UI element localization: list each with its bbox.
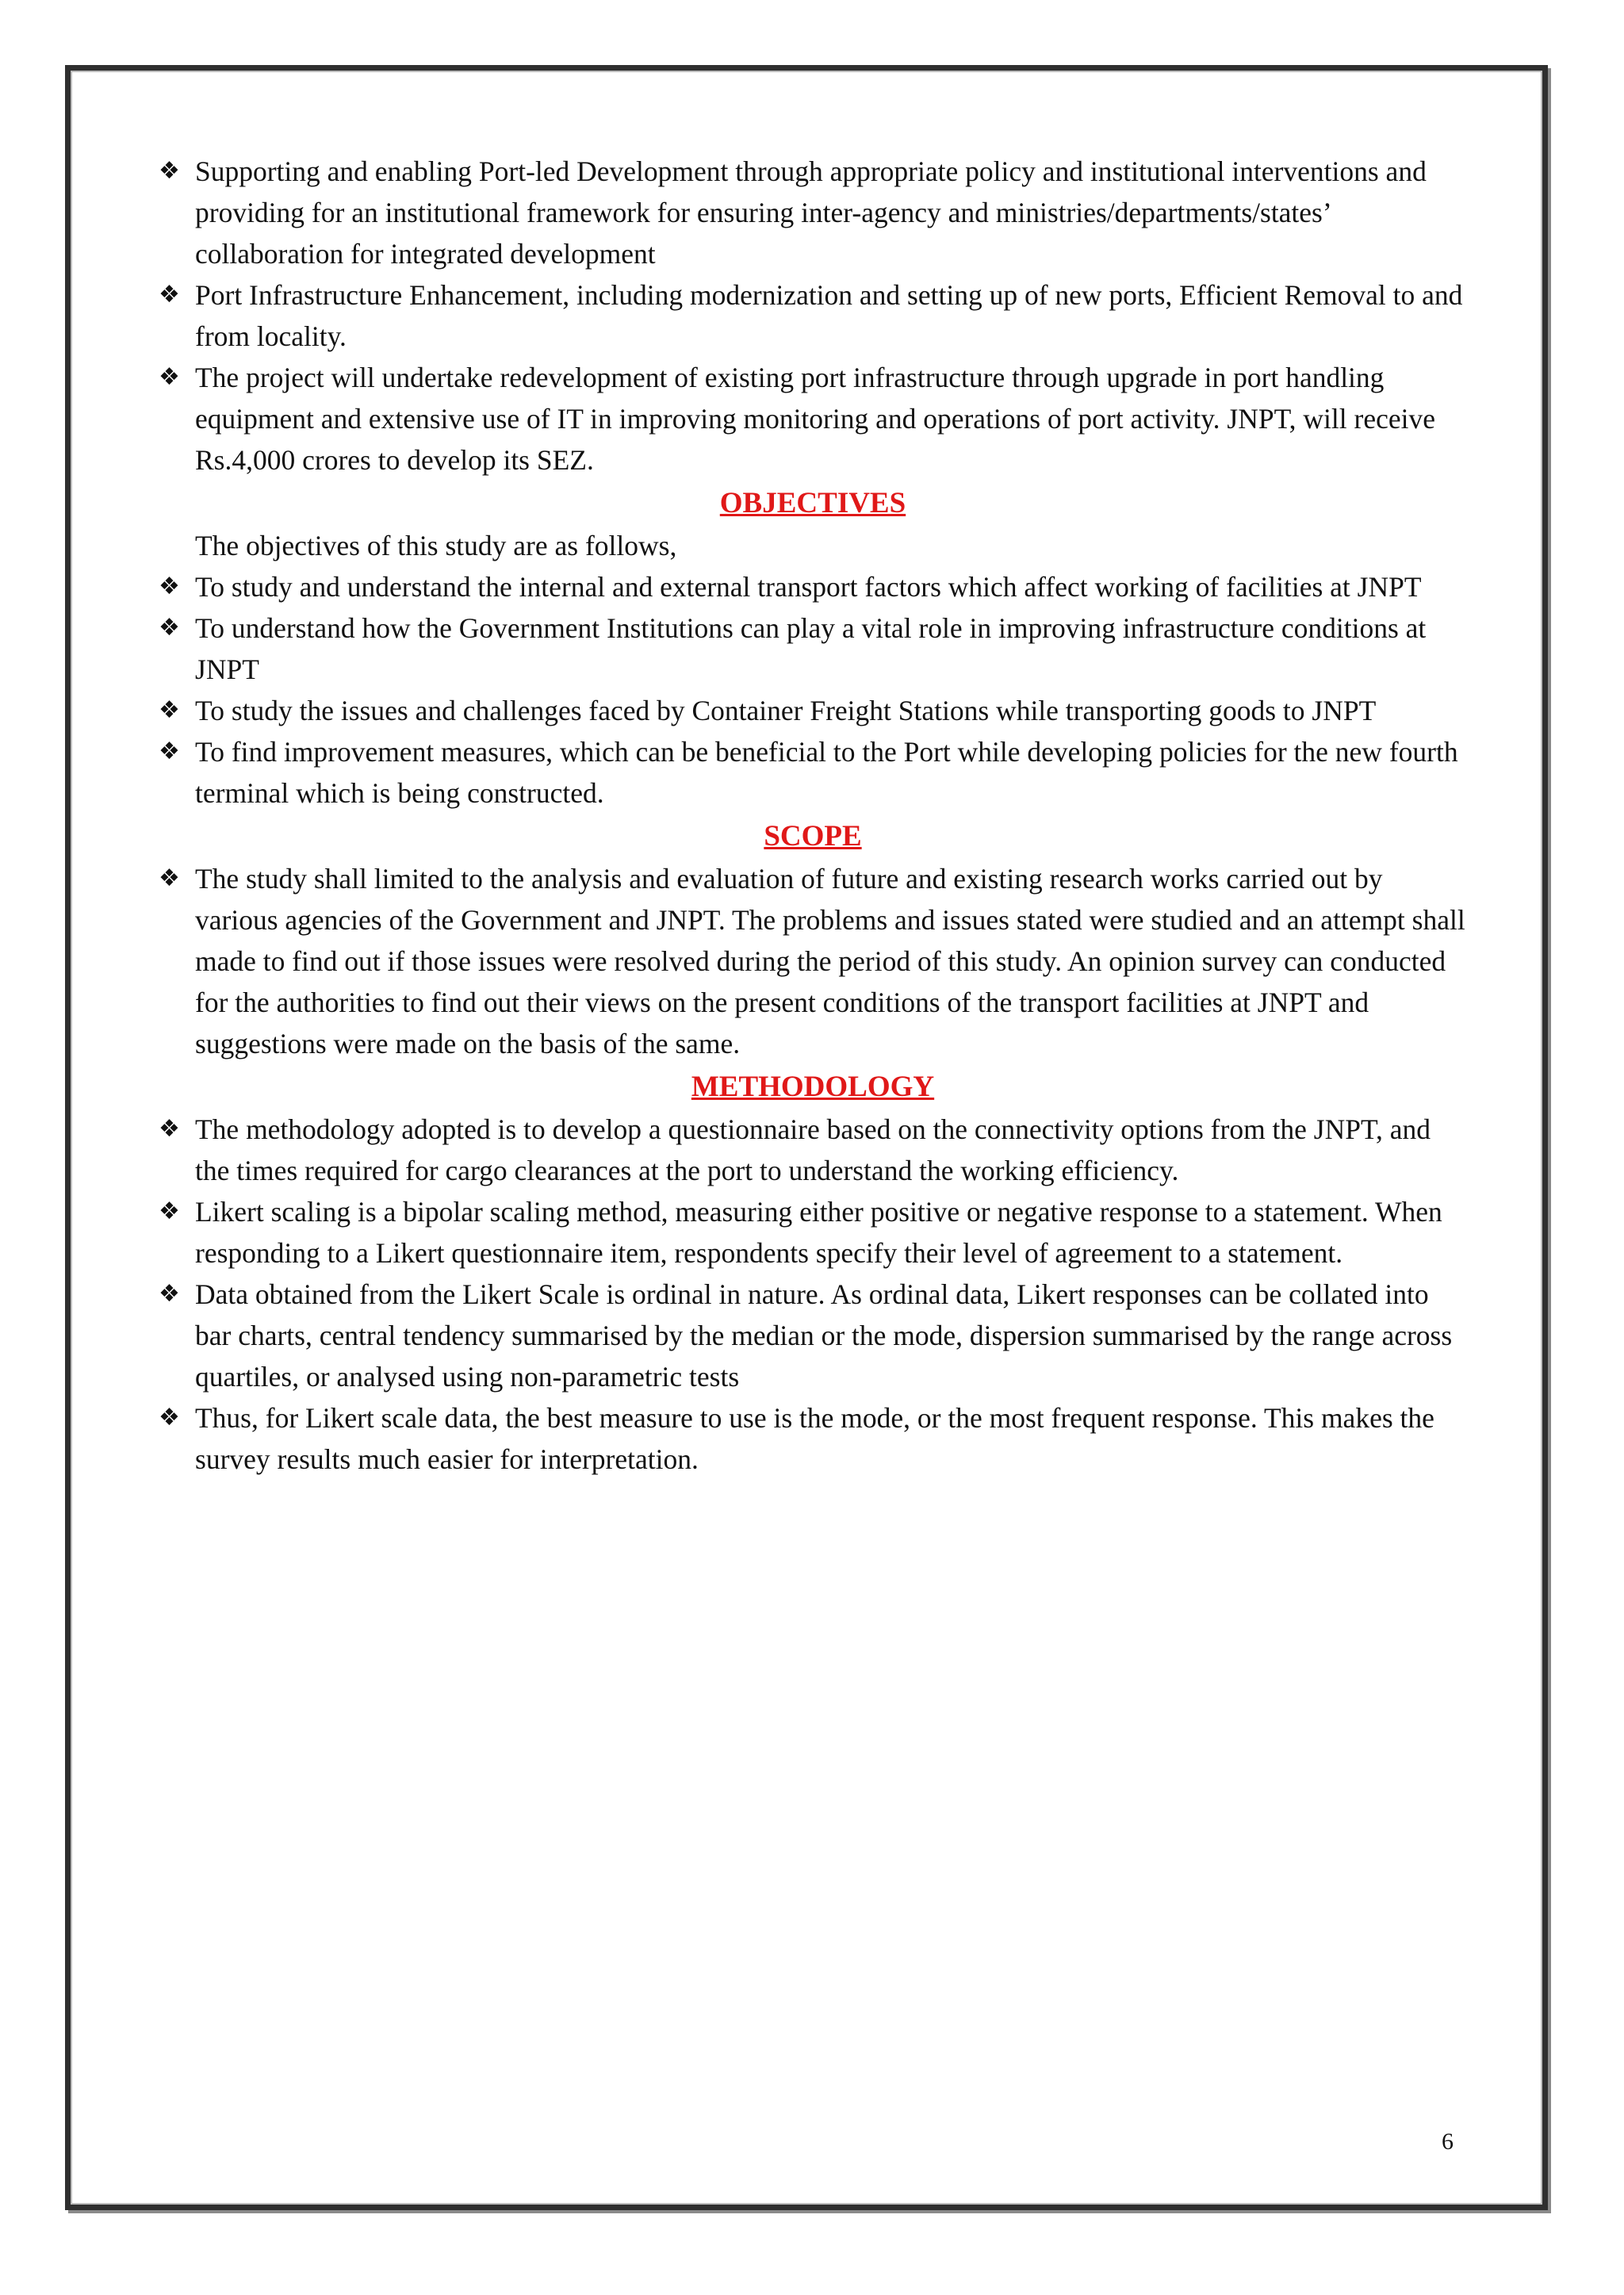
diamond-bullet-icon: ❖ <box>159 281 180 308</box>
list-item-text: Thus, for Likert scale data, the best measure to use is the mode, or the most frequent response. This makes the survey results much easier for interpretation. <box>195 1402 1434 1475</box>
objectives-intro: The objectives of this study are as follows, <box>195 530 677 561</box>
scope-heading: SCOPE <box>764 820 862 852</box>
diamond-bullet-icon: ❖ <box>159 1280 180 1308</box>
list-item-text: Supporting and enabling Port-led Development through appropriate policy and institutional interventions and providing for an institutional framework for ensuring inter-agency and ministries/departments/states’ collaboration for integrated development <box>195 155 1427 270</box>
diamond-bullet-icon: ❖ <box>159 696 180 724</box>
list-item-text: The methodology adopted is to develop a questionnaire based on the connectivity options from the JNPT, and the times required for cargo clearances at the port to understand the working efficiency. <box>195 1113 1431 1186</box>
list-item-text: To study the issues and challenges faced by Container Freight Stations while transporting goods to JNPT <box>195 695 1377 726</box>
list-item-text: To find improvement measures, which can be beneficial to the Port while developing policies for the new fourth terminal which is being constructed. <box>195 736 1458 809</box>
list-item-text: The project will undertake redevelopment of existing port infrastructure through upgrade in port handling equipment and extensive use of IT in improving monitoring and operations of port activity. JNPT, will receive Rs.4,000 crores to develop its SEZ. <box>195 362 1435 476</box>
page-number: 6 <box>1442 2128 1454 2155</box>
diamond-bullet-icon: ❖ <box>159 363 180 391</box>
list-item-text: Port Infrastructure Enhancement, including modernization and setting up of new ports, Efficient Removal to and from locality. <box>195 279 1463 352</box>
diamond-bullet-icon: ❖ <box>159 573 180 600</box>
diamond-bullet-icon: ❖ <box>159 614 180 642</box>
intro-bullet-list <box>159 151 1467 481</box>
objectives-list <box>159 566 1467 814</box>
list-item <box>159 1274 1467 1397</box>
objectives-heading: OBJECTIVES <box>719 487 906 519</box>
diamond-bullet-icon: ❖ <box>159 738 180 765</box>
list-item <box>159 566 1467 607</box>
diamond-bullet-icon: ❖ <box>159 1115 180 1143</box>
list-item-text: Likert scaling is a bipolar scaling method, measuring either positive or negative response to a statement. When responding to a Likert questionnaire item, respondents specify their level of agreement to a statement. <box>195 1196 1442 1269</box>
list-item <box>159 607 1467 690</box>
diamond-bullet-icon: ❖ <box>159 864 180 892</box>
list-item <box>159 274 1467 357</box>
list-item <box>159 1109 1467 1191</box>
list-item <box>159 690 1467 731</box>
diamond-bullet-icon: ❖ <box>159 157 180 185</box>
page-content <box>159 151 1467 1480</box>
list-item-text: To study and understand the internal and external transport factors which affect working of facilities at JNPT <box>195 571 1422 603</box>
list-item <box>159 858 1467 1064</box>
diamond-bullet-icon: ❖ <box>159 1404 180 1431</box>
list-item <box>159 1191 1467 1274</box>
list-item <box>159 1397 1467 1480</box>
list-item <box>159 357 1467 481</box>
list-item-text: Data obtained from the Likert Scale is ordinal in nature. As ordinal data, Likert responses can be collated into bar charts, central tendency summarised by the median or the mode, dispersion summarised by the range across quartiles, or analysed using non-parametric tests <box>195 1278 1453 1393</box>
scope-list <box>159 858 1467 1064</box>
list-item-text: The study shall limited to the analysis and evaluation of future and existing research works carried out by various agencies of the Government and JNPT. The problems and issues stated were studied and an attempt shall made to find out if those issues were resolved during the period of this study. An opinion survey can conducted for the authorities to find out their views on the present conditions of the transport facilities at JNPT and suggestions were made on the basis of the same. <box>195 863 1465 1059</box>
list-item <box>159 731 1467 814</box>
diamond-bullet-icon: ❖ <box>159 1197 180 1225</box>
list-item-text: To understand how the Government Institutions can play a vital role in improving infrastructure conditions at JNPT <box>195 612 1427 685</box>
methodology-heading: METHODOLOGY <box>691 1071 935 1103</box>
methodology-list <box>159 1109 1467 1480</box>
list-item <box>159 151 1467 274</box>
